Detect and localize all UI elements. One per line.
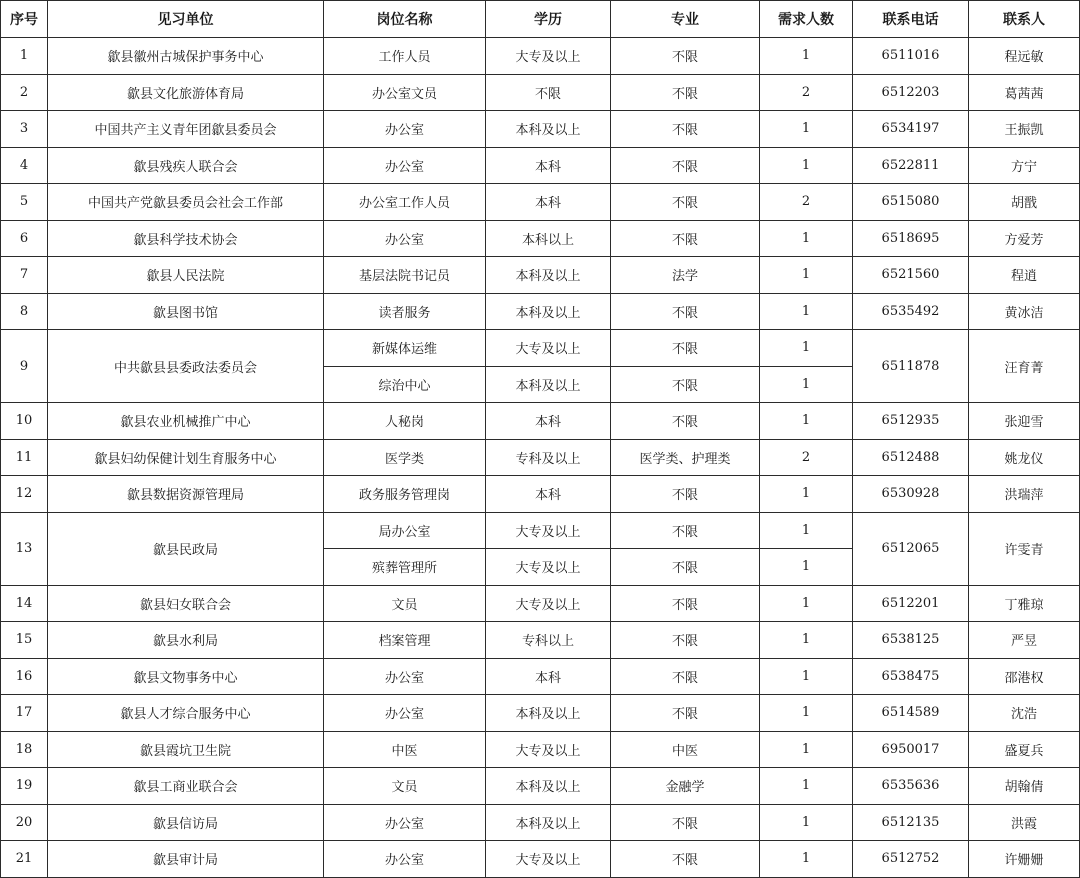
cell-education: 本科及以上 xyxy=(486,804,611,841)
cell-phone: 6511016 xyxy=(853,38,969,75)
cell-phone: 6512488 xyxy=(853,439,969,476)
cell-count: 1 xyxy=(760,38,853,75)
cell-contact: 许姗姗 xyxy=(969,841,1080,878)
cell-unit: 歙县科学技术协会 xyxy=(48,220,324,257)
cell-position: 工作人员 xyxy=(324,38,486,75)
cell-count: 1 xyxy=(760,512,853,549)
table-row xyxy=(1,476,1080,513)
cell-education: 本科 xyxy=(486,658,611,695)
table-row xyxy=(1,841,1080,878)
cell-position: 办公室 xyxy=(324,111,486,148)
cell-count: 2 xyxy=(760,184,853,221)
cell-major: 不限 xyxy=(611,658,760,695)
cell-unit: 中国共产党歙县委员会社会工作部 xyxy=(48,184,324,221)
table-row xyxy=(1,147,1080,184)
cell-phone: 6515080 xyxy=(853,184,969,221)
cell-count: 1 xyxy=(760,841,853,878)
cell-education: 专科及以上 xyxy=(486,439,611,476)
cell-unit: 中共歙县县委政法委员会 xyxy=(48,330,324,403)
cell-education: 本科以上 xyxy=(486,220,611,257)
cell-major: 不限 xyxy=(611,330,760,367)
cell-count: 1 xyxy=(760,111,853,148)
cell-count: 1 xyxy=(760,768,853,805)
cell-index: 21 xyxy=(1,841,48,878)
cell-major: 不限 xyxy=(611,476,760,513)
cell-index: 5 xyxy=(1,184,48,221)
cell-position: 档案管理 xyxy=(324,622,486,659)
table-row xyxy=(1,184,1080,221)
cell-count: 1 xyxy=(760,622,853,659)
cell-contact: 葛茜茜 xyxy=(969,74,1080,111)
cell-phone: 6512752 xyxy=(853,841,969,878)
table-row xyxy=(1,695,1080,732)
cell-contact: 许雯青 xyxy=(969,512,1080,585)
cell-index: 3 xyxy=(1,111,48,148)
cell-phone: 6511878 xyxy=(853,330,969,403)
header-position: 岗位名称 xyxy=(324,1,486,38)
cell-position: 殡葬管理所 xyxy=(324,549,486,586)
table-row xyxy=(1,512,1080,549)
table-body xyxy=(1,38,1080,878)
header-count: 需求人数 xyxy=(760,1,853,38)
cell-unit: 歙县审计局 xyxy=(48,841,324,878)
cell-position: 办公室 xyxy=(324,220,486,257)
cell-major: 不限 xyxy=(611,220,760,257)
cell-education: 大专及以上 xyxy=(486,38,611,75)
cell-count: 1 xyxy=(760,804,853,841)
cell-phone: 6512203 xyxy=(853,74,969,111)
cell-position: 办公室文员 xyxy=(324,74,486,111)
cell-contact: 方宁 xyxy=(969,147,1080,184)
cell-education: 本科及以上 xyxy=(486,366,611,403)
cell-index: 13 xyxy=(1,512,48,585)
cell-count: 2 xyxy=(760,439,853,476)
cell-education: 大专及以上 xyxy=(486,549,611,586)
cell-count: 1 xyxy=(760,476,853,513)
cell-index: 4 xyxy=(1,147,48,184)
cell-contact: 程逍 xyxy=(969,257,1080,294)
cell-index: 15 xyxy=(1,622,48,659)
cell-position: 基层法院书记员 xyxy=(324,257,486,294)
cell-major: 不限 xyxy=(611,512,760,549)
header-index: 序号 xyxy=(1,1,48,38)
cell-contact: 王振凯 xyxy=(969,111,1080,148)
cell-count: 1 xyxy=(760,585,853,622)
cell-phone: 6521560 xyxy=(853,257,969,294)
cell-count: 2 xyxy=(760,74,853,111)
table-header-row xyxy=(1,1,1080,38)
cell-unit: 歙县工商业联合会 xyxy=(48,768,324,805)
cell-major: 不限 xyxy=(611,549,760,586)
cell-education: 大专及以上 xyxy=(486,585,611,622)
cell-position: 文员 xyxy=(324,585,486,622)
cell-index: 16 xyxy=(1,658,48,695)
cell-major: 不限 xyxy=(611,74,760,111)
cell-education: 大专及以上 xyxy=(486,330,611,367)
cell-unit: 歙县残疾人联合会 xyxy=(48,147,324,184)
cell-phone: 6522811 xyxy=(853,147,969,184)
cell-index: 6 xyxy=(1,220,48,257)
header-major: 专业 xyxy=(611,1,760,38)
cell-phone: 6512935 xyxy=(853,403,969,440)
cell-count: 1 xyxy=(760,147,853,184)
header-unit: 见习单位 xyxy=(48,1,324,38)
table-row xyxy=(1,293,1080,330)
cell-index: 12 xyxy=(1,476,48,513)
cell-phone: 6512065 xyxy=(853,512,969,585)
cell-unit: 歙县数据资源管理局 xyxy=(48,476,324,513)
cell-phone: 6950017 xyxy=(853,731,969,768)
cell-major: 不限 xyxy=(611,695,760,732)
table-row xyxy=(1,257,1080,294)
table-row xyxy=(1,38,1080,75)
cell-contact: 沈浩 xyxy=(969,695,1080,732)
cell-education: 本科 xyxy=(486,476,611,513)
cell-phone: 6534197 xyxy=(853,111,969,148)
cell-major: 医学类、护理类 xyxy=(611,439,760,476)
cell-index: 9 xyxy=(1,330,48,403)
header-phone: 联系电话 xyxy=(853,1,969,38)
cell-contact: 邵港权 xyxy=(969,658,1080,695)
cell-contact: 胡戬 xyxy=(969,184,1080,221)
cell-position: 综治中心 xyxy=(324,366,486,403)
cell-unit: 歙县霞坑卫生院 xyxy=(48,731,324,768)
cell-phone: 6538125 xyxy=(853,622,969,659)
cell-contact: 姚龙仪 xyxy=(969,439,1080,476)
cell-unit: 歙县人才综合服务中心 xyxy=(48,695,324,732)
cell-position: 文员 xyxy=(324,768,486,805)
cell-position: 局办公室 xyxy=(324,512,486,549)
header-contact: 联系人 xyxy=(969,1,1080,38)
cell-count: 1 xyxy=(760,549,853,586)
cell-education: 本科及以上 xyxy=(486,768,611,805)
cell-position: 中医 xyxy=(324,731,486,768)
cell-education: 大专及以上 xyxy=(486,731,611,768)
table-row xyxy=(1,731,1080,768)
cell-position: 办公室工作人员 xyxy=(324,184,486,221)
cell-contact: 盛夏兵 xyxy=(969,731,1080,768)
header-education: 学历 xyxy=(486,1,611,38)
cell-contact: 丁雅琼 xyxy=(969,585,1080,622)
cell-phone: 6535636 xyxy=(853,768,969,805)
cell-contact: 洪霞 xyxy=(969,804,1080,841)
cell-phone: 6512201 xyxy=(853,585,969,622)
cell-position: 办公室 xyxy=(324,695,486,732)
cell-education: 大专及以上 xyxy=(486,512,611,549)
cell-major: 中医 xyxy=(611,731,760,768)
cell-education: 本科及以上 xyxy=(486,293,611,330)
table-row xyxy=(1,111,1080,148)
cell-contact: 黄冰洁 xyxy=(969,293,1080,330)
cell-education: 本科及以上 xyxy=(486,111,611,148)
cell-count: 1 xyxy=(760,257,853,294)
cell-index: 7 xyxy=(1,257,48,294)
cell-unit: 歙县人民法院 xyxy=(48,257,324,294)
table-row xyxy=(1,804,1080,841)
cell-education: 本科 xyxy=(486,403,611,440)
cell-count: 1 xyxy=(760,366,853,403)
cell-index: 8 xyxy=(1,293,48,330)
cell-position: 人秘岗 xyxy=(324,403,486,440)
cell-phone: 6512135 xyxy=(853,804,969,841)
cell-count: 1 xyxy=(760,403,853,440)
cell-education: 本科及以上 xyxy=(486,695,611,732)
cell-unit: 歙县农业机械推广中心 xyxy=(48,403,324,440)
table-row xyxy=(1,403,1080,440)
cell-contact: 洪瑞萍 xyxy=(969,476,1080,513)
cell-contact: 程远敏 xyxy=(969,38,1080,75)
cell-index: 19 xyxy=(1,768,48,805)
cell-phone: 6535492 xyxy=(853,293,969,330)
cell-count: 1 xyxy=(760,330,853,367)
cell-position: 办公室 xyxy=(324,658,486,695)
cell-index: 1 xyxy=(1,38,48,75)
cell-unit: 歙县妇女联合会 xyxy=(48,585,324,622)
cell-major: 不限 xyxy=(611,622,760,659)
cell-major: 不限 xyxy=(611,366,760,403)
cell-major: 不限 xyxy=(611,184,760,221)
cell-unit: 歙县妇幼保健计划生育服务中心 xyxy=(48,439,324,476)
table-row xyxy=(1,330,1080,367)
cell-contact: 严昱 xyxy=(969,622,1080,659)
cell-education: 本科及以上 xyxy=(486,257,611,294)
cell-phone: 6518695 xyxy=(853,220,969,257)
cell-index: 20 xyxy=(1,804,48,841)
cell-index: 11 xyxy=(1,439,48,476)
table-row xyxy=(1,768,1080,805)
cell-phone: 6514589 xyxy=(853,695,969,732)
cell-major: 法学 xyxy=(611,257,760,294)
cell-position: 办公室 xyxy=(324,841,486,878)
cell-major: 金融学 xyxy=(611,768,760,805)
table-row xyxy=(1,439,1080,476)
cell-unit: 歙县水利局 xyxy=(48,622,324,659)
cell-count: 1 xyxy=(760,695,853,732)
cell-contact: 方爱芳 xyxy=(969,220,1080,257)
cell-contact: 汪育菁 xyxy=(969,330,1080,403)
table-row xyxy=(1,74,1080,111)
cell-contact: 张迎雪 xyxy=(969,403,1080,440)
cell-education: 不限 xyxy=(486,74,611,111)
cell-position: 政务服务管理岗 xyxy=(324,476,486,513)
cell-major: 不限 xyxy=(611,38,760,75)
cell-phone: 6538475 xyxy=(853,658,969,695)
cell-contact: 胡翰倩 xyxy=(969,768,1080,805)
cell-education: 专科以上 xyxy=(486,622,611,659)
cell-unit: 歙县文物事务中心 xyxy=(48,658,324,695)
cell-count: 1 xyxy=(760,658,853,695)
cell-education: 大专及以上 xyxy=(486,841,611,878)
table-row xyxy=(1,622,1080,659)
cell-major: 不限 xyxy=(611,841,760,878)
cell-major: 不限 xyxy=(611,147,760,184)
cell-major: 不限 xyxy=(611,111,760,148)
cell-phone: 6530928 xyxy=(853,476,969,513)
cell-unit: 歙县民政局 xyxy=(48,512,324,585)
cell-position: 医学类 xyxy=(324,439,486,476)
cell-education: 本科 xyxy=(486,184,611,221)
cell-unit: 歙县信访局 xyxy=(48,804,324,841)
cell-unit: 歙县图书馆 xyxy=(48,293,324,330)
cell-education: 本科 xyxy=(486,147,611,184)
cell-index: 10 xyxy=(1,403,48,440)
cell-position: 办公室 xyxy=(324,804,486,841)
cell-count: 1 xyxy=(760,731,853,768)
cell-position: 读者服务 xyxy=(324,293,486,330)
cell-index: 14 xyxy=(1,585,48,622)
cell-count: 1 xyxy=(760,220,853,257)
table-row xyxy=(1,585,1080,622)
cell-unit: 歙县徽州古城保护事务中心 xyxy=(48,38,324,75)
cell-position: 办公室 xyxy=(324,147,486,184)
cell-major: 不限 xyxy=(611,804,760,841)
cell-index: 18 xyxy=(1,731,48,768)
cell-index: 2 xyxy=(1,74,48,111)
cell-unit: 中国共产主义青年团歙县委员会 xyxy=(48,111,324,148)
cell-major: 不限 xyxy=(611,403,760,440)
table-row xyxy=(1,658,1080,695)
cell-count: 1 xyxy=(760,293,853,330)
cell-major: 不限 xyxy=(611,293,760,330)
cell-index: 17 xyxy=(1,695,48,732)
table-row xyxy=(1,220,1080,257)
cell-major: 不限 xyxy=(611,585,760,622)
cell-unit: 歙县文化旅游体育局 xyxy=(48,74,324,111)
cell-position: 新媒体运维 xyxy=(324,330,486,367)
